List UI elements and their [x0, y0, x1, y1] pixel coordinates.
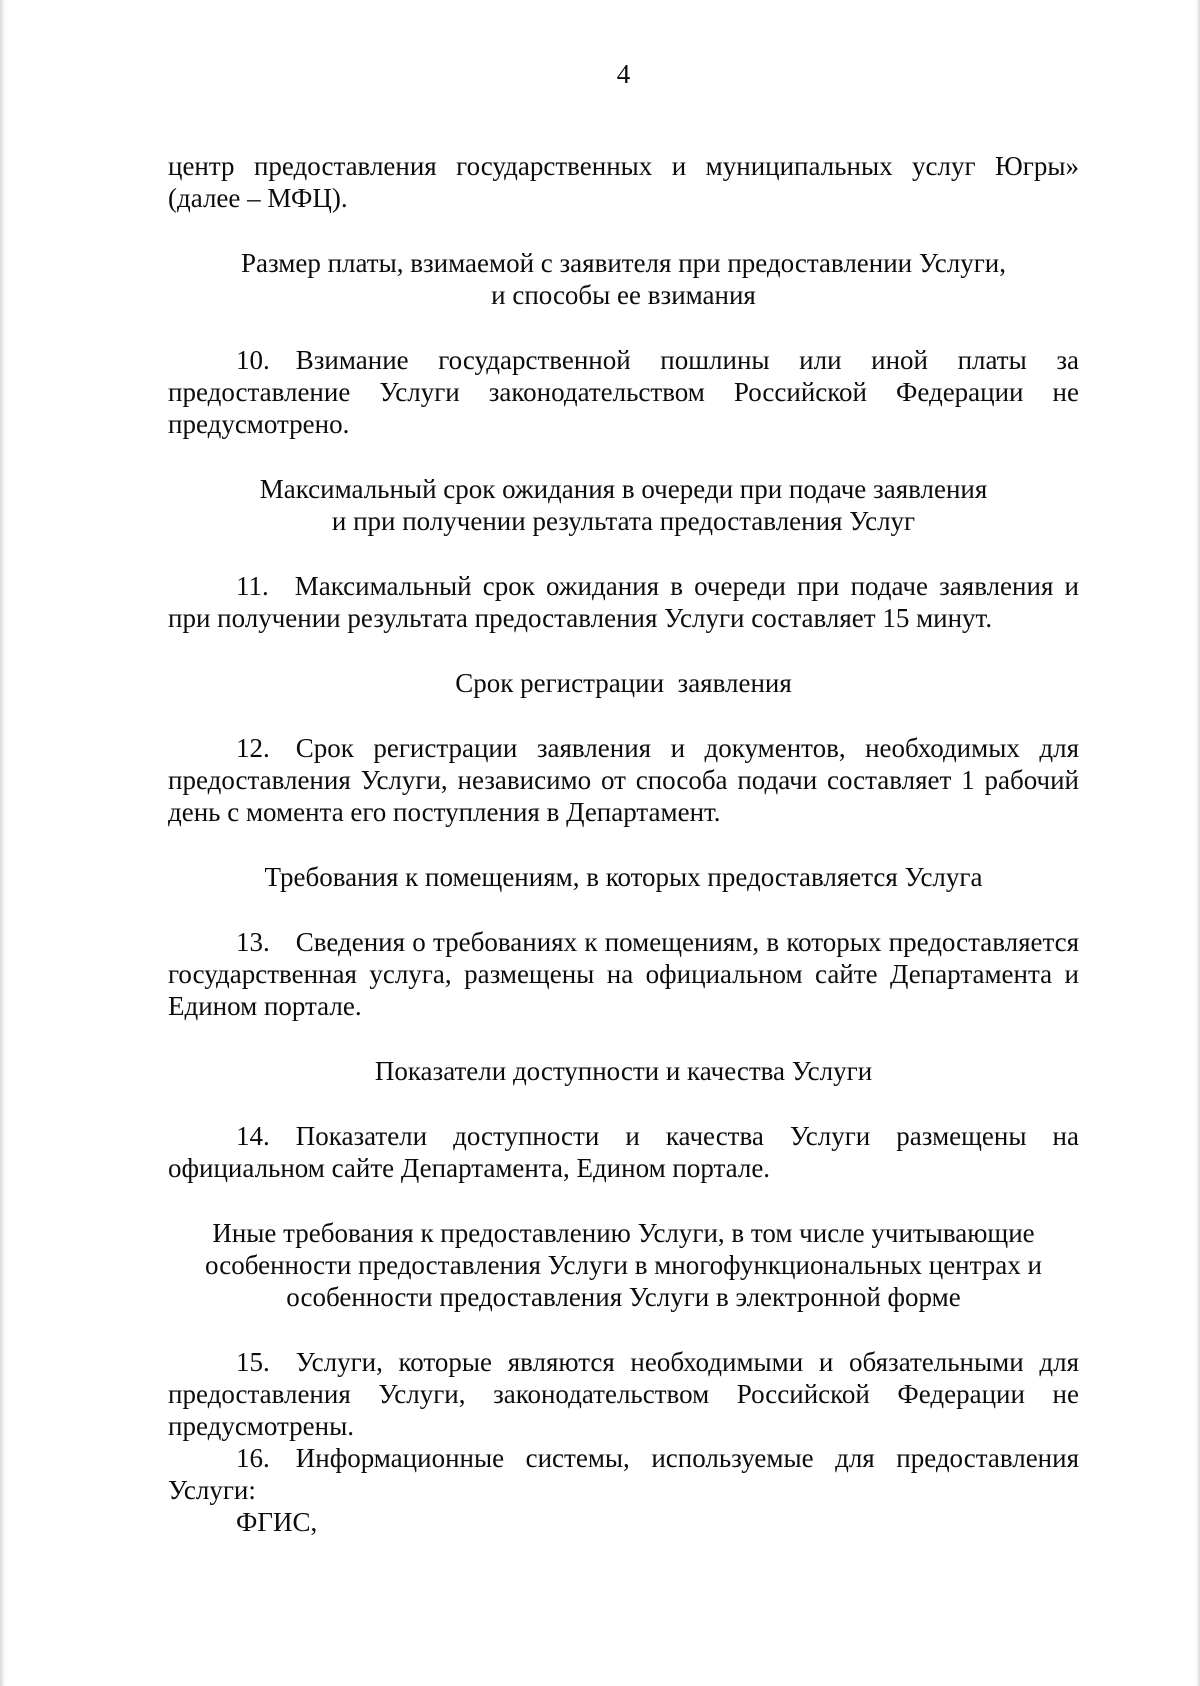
- paragraph-number: 16.: [236, 1443, 270, 1473]
- paragraph-14: [168, 1120, 1079, 1184]
- heading-line: Требования к помещениям, в которых предоставляется Услуга: [264, 862, 983, 892]
- paragraph-number: 10.: [236, 345, 270, 375]
- section-heading-fee: [168, 247, 1079, 311]
- section-heading-other-requirements: [168, 1217, 1079, 1313]
- section-heading-premises: [168, 861, 1079, 893]
- paragraph-text: Услуги, которые являются необходимыми и обязательными для предоставления Услуги, законодательством Российской Федерации не предусмотрены.: [168, 1347, 1079, 1441]
- scan-edge-left: [0, 0, 6, 1686]
- paragraph-number: 11.: [236, 571, 269, 601]
- paragraph-12: [168, 732, 1079, 828]
- lead-line-2: (далее – МФЦ).: [168, 183, 348, 213]
- paragraph-text: Максимальный срок ожидания в очереди при подаче заявления и при получении результата предоставления Услуги составляет 15 минут.: [168, 571, 1079, 633]
- section-heading-accessibility: [168, 1055, 1079, 1087]
- paragraph-text: Показатели доступности и качества Услуги размещены на официальном сайте Департамента, Едином портале.: [168, 1121, 1079, 1183]
- heading-line: Срок регистрации заявления: [455, 668, 792, 698]
- paragraph-number: 14.: [236, 1121, 270, 1151]
- heading-line: Иные требования к предоставлению Услуги, в том числе учитывающие: [212, 1218, 1035, 1248]
- paragraph-number: 12.: [236, 733, 270, 763]
- lead-line-1: центр предоставления государственных и муниципальных услуг Югры»: [168, 151, 1079, 181]
- paragraph-text: Срок регистрации заявления и документов, необходимых для предоставления Услуги, независимо от способа подачи составляет 1 рабочий день с момента его поступления в Департамент.: [168, 733, 1079, 827]
- paragraph-11: [168, 570, 1079, 634]
- lead-paragraph: [168, 150, 1079, 214]
- heading-line: и способы ее взимания: [491, 280, 756, 310]
- heading-line: особенности предоставления Услуги в многофункциональных центрах и: [205, 1250, 1042, 1280]
- paragraph-16: [168, 1442, 1079, 1506]
- heading-line: Показатели доступности и качества Услуги: [374, 1056, 873, 1086]
- heading-line: Размер платы, взимаемой с заявителя при предоставлении Услуги,: [241, 248, 1006, 278]
- page-number: 4: [616, 59, 631, 89]
- paragraph-number: 15.: [236, 1347, 270, 1377]
- paragraph-13: [168, 926, 1079, 1022]
- scan-edge-right: [1195, 0, 1200, 1686]
- paragraph-text: Сведения о требованиях к помещениям, в которых предоставляется государственная услуга, размещены на официальном сайте Департамента и Едином портале.: [168, 927, 1079, 1021]
- paragraph-text: Взимание государственной пошлины или иной платы за предоставление Услуги законодательством Российской Федерации не предусмотрено.: [168, 345, 1079, 439]
- paragraph-text: Информационные системы, используемые для предоставления Услуги:: [168, 1443, 1079, 1505]
- paragraph-15: [168, 1346, 1079, 1442]
- heading-line: особенности предоставления Услуги в электронной форме: [286, 1282, 961, 1312]
- list-item: ФГИС,: [236, 1507, 318, 1537]
- paragraph-10: [168, 344, 1079, 440]
- section-heading-queue: [168, 473, 1079, 537]
- paragraph-number: 13.: [236, 927, 270, 957]
- heading-line: Максимальный срок ожидания в очереди при подаче заявления: [259, 474, 988, 504]
- section-heading-registration: [168, 667, 1079, 699]
- document-page: [168, 58, 1079, 1538]
- heading-line: и при получении результата предоставления Услуг: [331, 506, 916, 536]
